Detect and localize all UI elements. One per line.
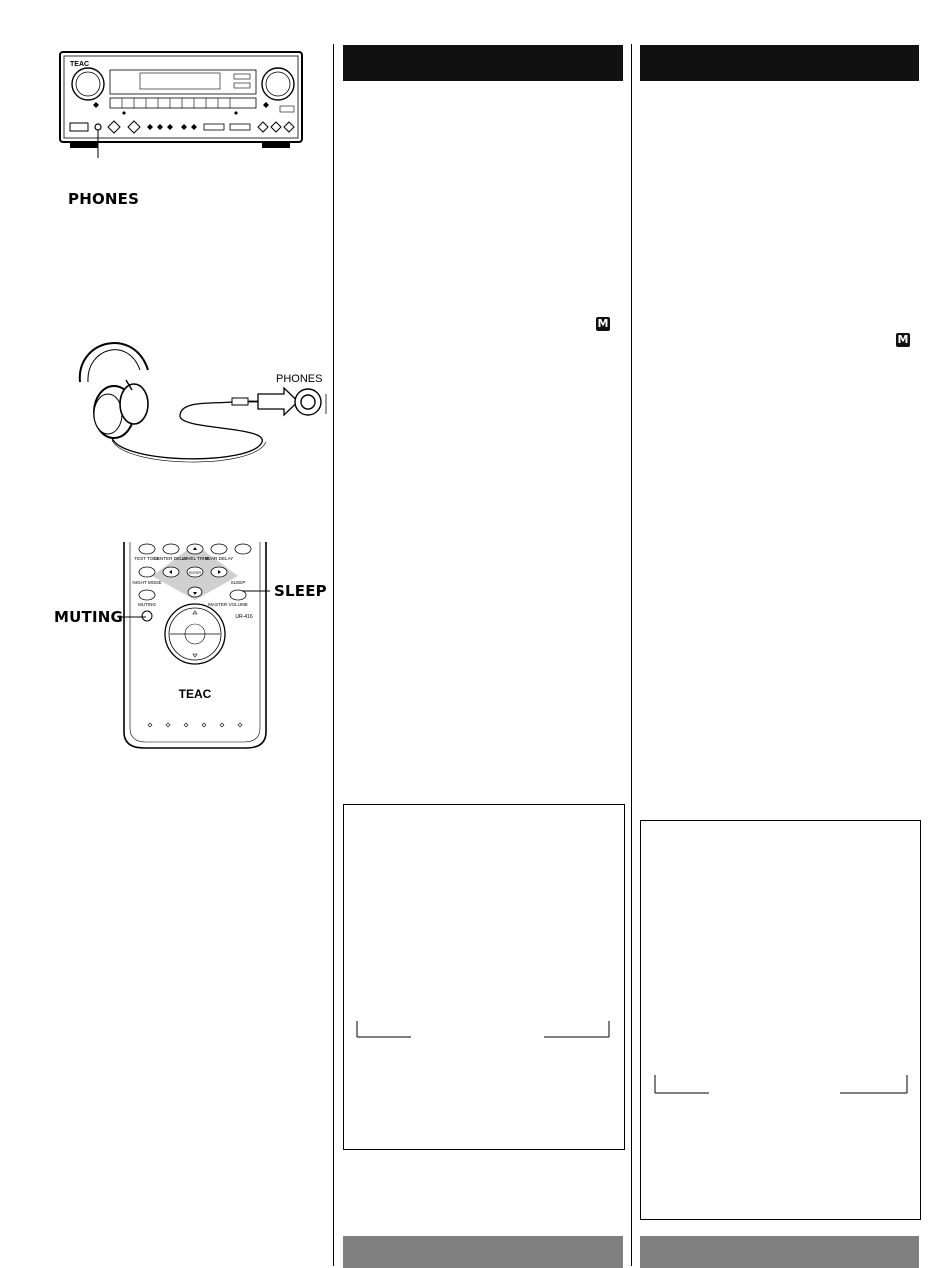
column-1-header-bar [343,45,623,81]
headphones-illustration [62,330,334,466]
muting-callout-label: MUTING [54,608,123,626]
remote-model-label: UR-416 [235,614,253,620]
night-mode-label: NIGHT MODE [132,580,162,585]
test-tone-label: TEST TONE [134,556,160,561]
column-1-note-box [343,804,625,1150]
phones-callout-label: PHONES [68,190,140,208]
center-delay-label: CENTER DELAY [153,556,189,561]
column-1-footer-bar [343,1236,623,1268]
sleep-button-label: SLEEP [230,580,246,585]
column-divider-1 [333,44,334,1266]
memory-icon: M [897,333,909,346]
receiver-front-panel-illustration [58,48,308,158]
column-2-header-bar [640,45,919,81]
note-box-bracket [654,1071,910,1097]
column-divider-2 [631,44,632,1266]
muting-button-label: MUTING [137,602,157,607]
column-2-footer-bar [640,1236,919,1268]
sleep-callout-label: SLEEP [274,582,327,600]
memory-icon: M [597,317,609,330]
headphones-jack-label: PHONES [276,373,323,385]
column-2-note-box [640,820,921,1220]
note-box-bracket [356,1019,612,1039]
receiver-brand-text: TEAC [70,61,90,68]
level-trim-label: LEVEL TRIM [181,556,209,561]
enter-label: ENTER [188,571,202,575]
rear-delay-label: REAR DELAY [204,556,234,561]
remote-callout-lines [118,580,278,620]
remote-control-illustration [120,540,270,752]
master-volume-label: MASTER VOLUME [208,602,248,607]
remote-brand-text: TEAC [178,687,212,701]
